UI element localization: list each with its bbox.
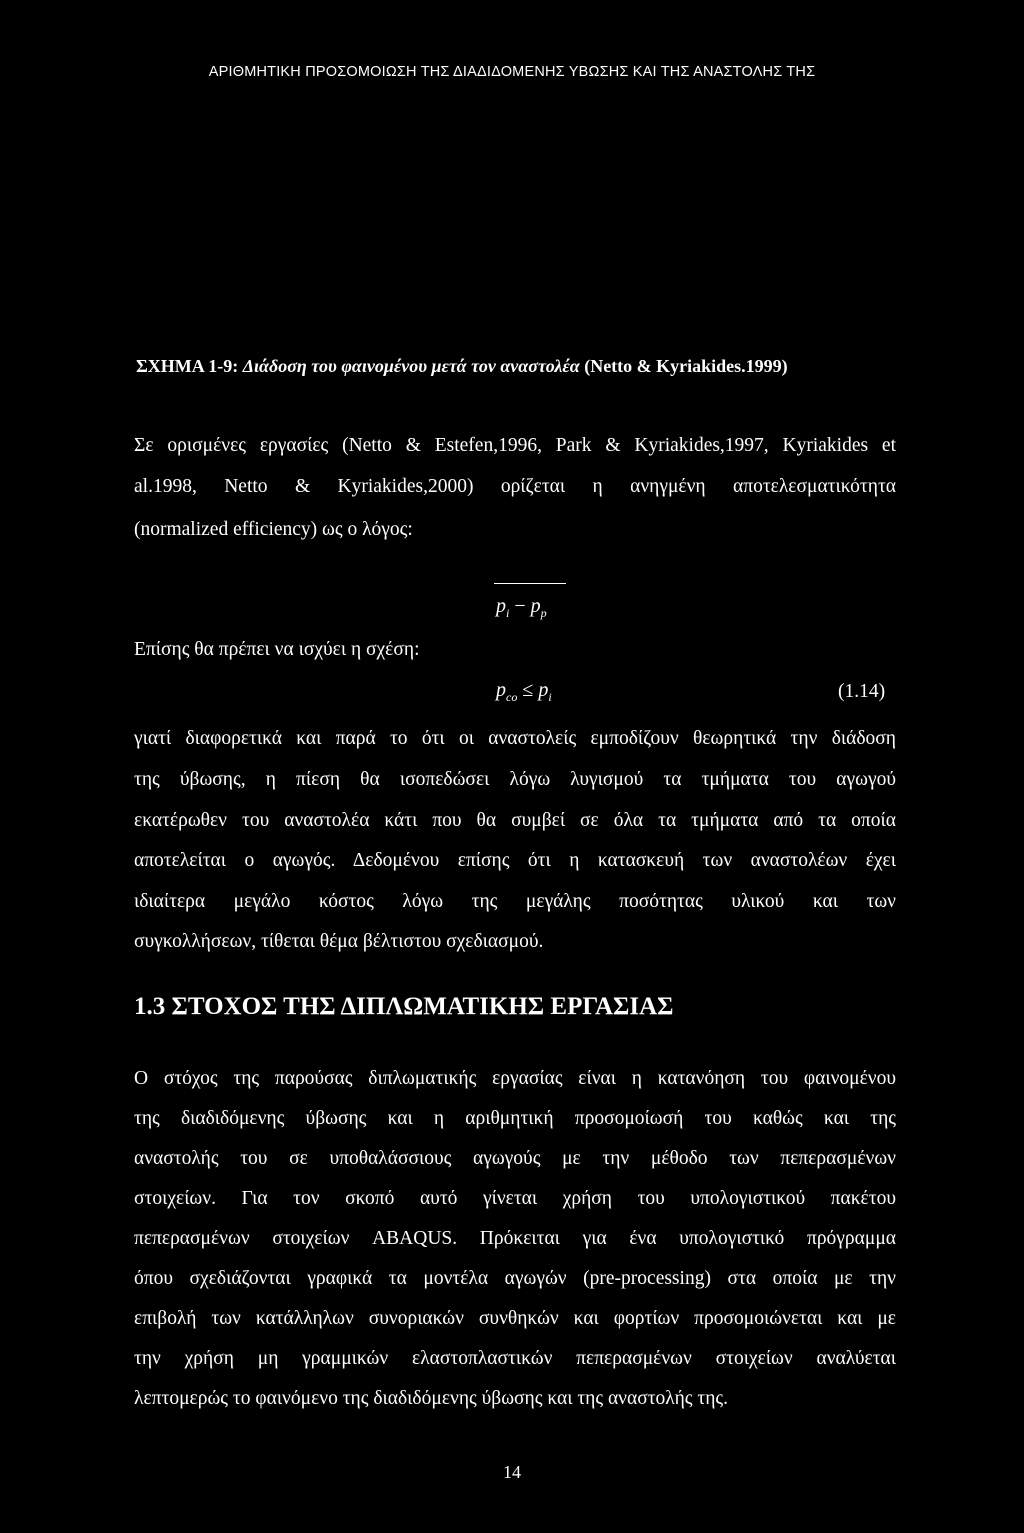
figure-caption-text: Διάδοση του φαινομένου μετά τον αναστολέα [242, 356, 580, 376]
section-heading: 1.3 ΣΤΟΧΟΣ ΤΗΣ ΔΙΠΛΩΜΑΤΙΚΗΣ ΕΡΓΑΣΙΑΣ [134, 993, 674, 1020]
intro-line-2: al.1998, Netto & Kyriakides,2000) ορίζεται η ανηγμένη αποτελεσματικότητα [134, 476, 896, 497]
para3-line-7: επιβολή των κατάλληλων συνοριακών συνθηκών και φορτίων προσομοιώνεται και με [134, 1308, 896, 1329]
para2-line-6: συγκολλήσεων, τίθεται θέμα βέλτιστου σχεδιασμού. [134, 931, 544, 952]
para2-line-3: εκατέρωθεν του αναστολέα κάτι που θα συμβεί σε όλα τα τμήματα από τα οποία [134, 810, 896, 831]
para2-line-5: ιδιαίτερα μεγάλο κόστος λόγω της μεγάλης ποσότητας υλικού και των [134, 891, 896, 912]
para3-line-6: όπου σχεδιάζονται γραφικά τα μοντέλα αγωγών (pre-processing) στα οποία με την [134, 1268, 896, 1289]
running-header: ΑΡΙΘΜΗΤΙΚΗ ΠΡΟΣΟΜΟΙΩΣΗ ΤΗΣ ΔΙΑΔΙΔΟΜΕΝΗΣ ΥΒΩΣΗΣ ΚΑΙ ΤΗΣ ΑΝΑΣΤΟΛΗΣ ΤΗΣ [208, 64, 816, 80]
figure-citation: (Netto & Kyriakides.1999) [584, 356, 788, 376]
fraction-bar [494, 583, 566, 584]
ratio-denominator: $p_i - p_p$ [496, 595, 547, 620]
para2-line-1: γιατί διαφορετικά και παρά το ότι οι αναστολείς εμποδίζουν θεωρητικά την διάδοση [134, 728, 896, 749]
para3-line-3: αναστολής του σε υποθαλάσσιους αγωγούς με την μέθοδο των πεπερασμένων [134, 1148, 896, 1169]
para3-line-5: πεπερασμένων στοιχείων ABAQUS. Πρόκειται για ένα υπολογιστικό πρόγραμμα [134, 1228, 896, 1249]
relation-label: Επίσης θα πρέπει να ισχύει η σχέση: [134, 639, 420, 660]
para3-line-8: την χρήση μη γραμμικών ελαστοπλαστικών πεπερασμένων στοιχείων αναλύεται [134, 1348, 896, 1369]
para3-line-1: Ο στόχος της παρούσας διπλωματικής εργασίας είναι η κατανόηση του φαινομένου [134, 1068, 896, 1089]
para2-line-2: της ύβωσης, η πίεση θα ισοπεδώσει λόγω λυγισμού τα τμήματα του αγωγού [134, 769, 896, 790]
para3-line-4: στοιχείων. Για τον σκοπό αυτό γίνεται χρήση του υπολογιστικού πακέτου [134, 1188, 896, 1209]
relation-formula: $p_{co} \le p_i$ [496, 679, 552, 704]
intro-line-1: Σε ορισμένες εργασίες (Netto & Estefen,1996, Park & Kyriakides,1997, Kyriakides et [134, 435, 896, 456]
para2-line-4: αποτελείται ο αγωγός. Δεδομένου επίσης ότι η κατασκευή των αναστολέων έχει [134, 850, 896, 871]
page-number: 14 [503, 1462, 521, 1482]
para3-line-9: λεπτομερώς το φαινόμενο της διαδιδόμενης ύβωσης και της αναστολής της. [134, 1388, 729, 1409]
para3-line-2: της διαδιδόμενης ύβωσης και η αριθμητική προσομοίωσή του καθώς και της [134, 1108, 896, 1129]
figure-label: ΣΧΗΜΑ 1-9: [136, 356, 239, 376]
intro-line-3: (normalized efficiency) ως ο λόγος: [134, 519, 413, 540]
figure-caption [136, 356, 788, 377]
equation-number: (1.14) [838, 681, 886, 702]
